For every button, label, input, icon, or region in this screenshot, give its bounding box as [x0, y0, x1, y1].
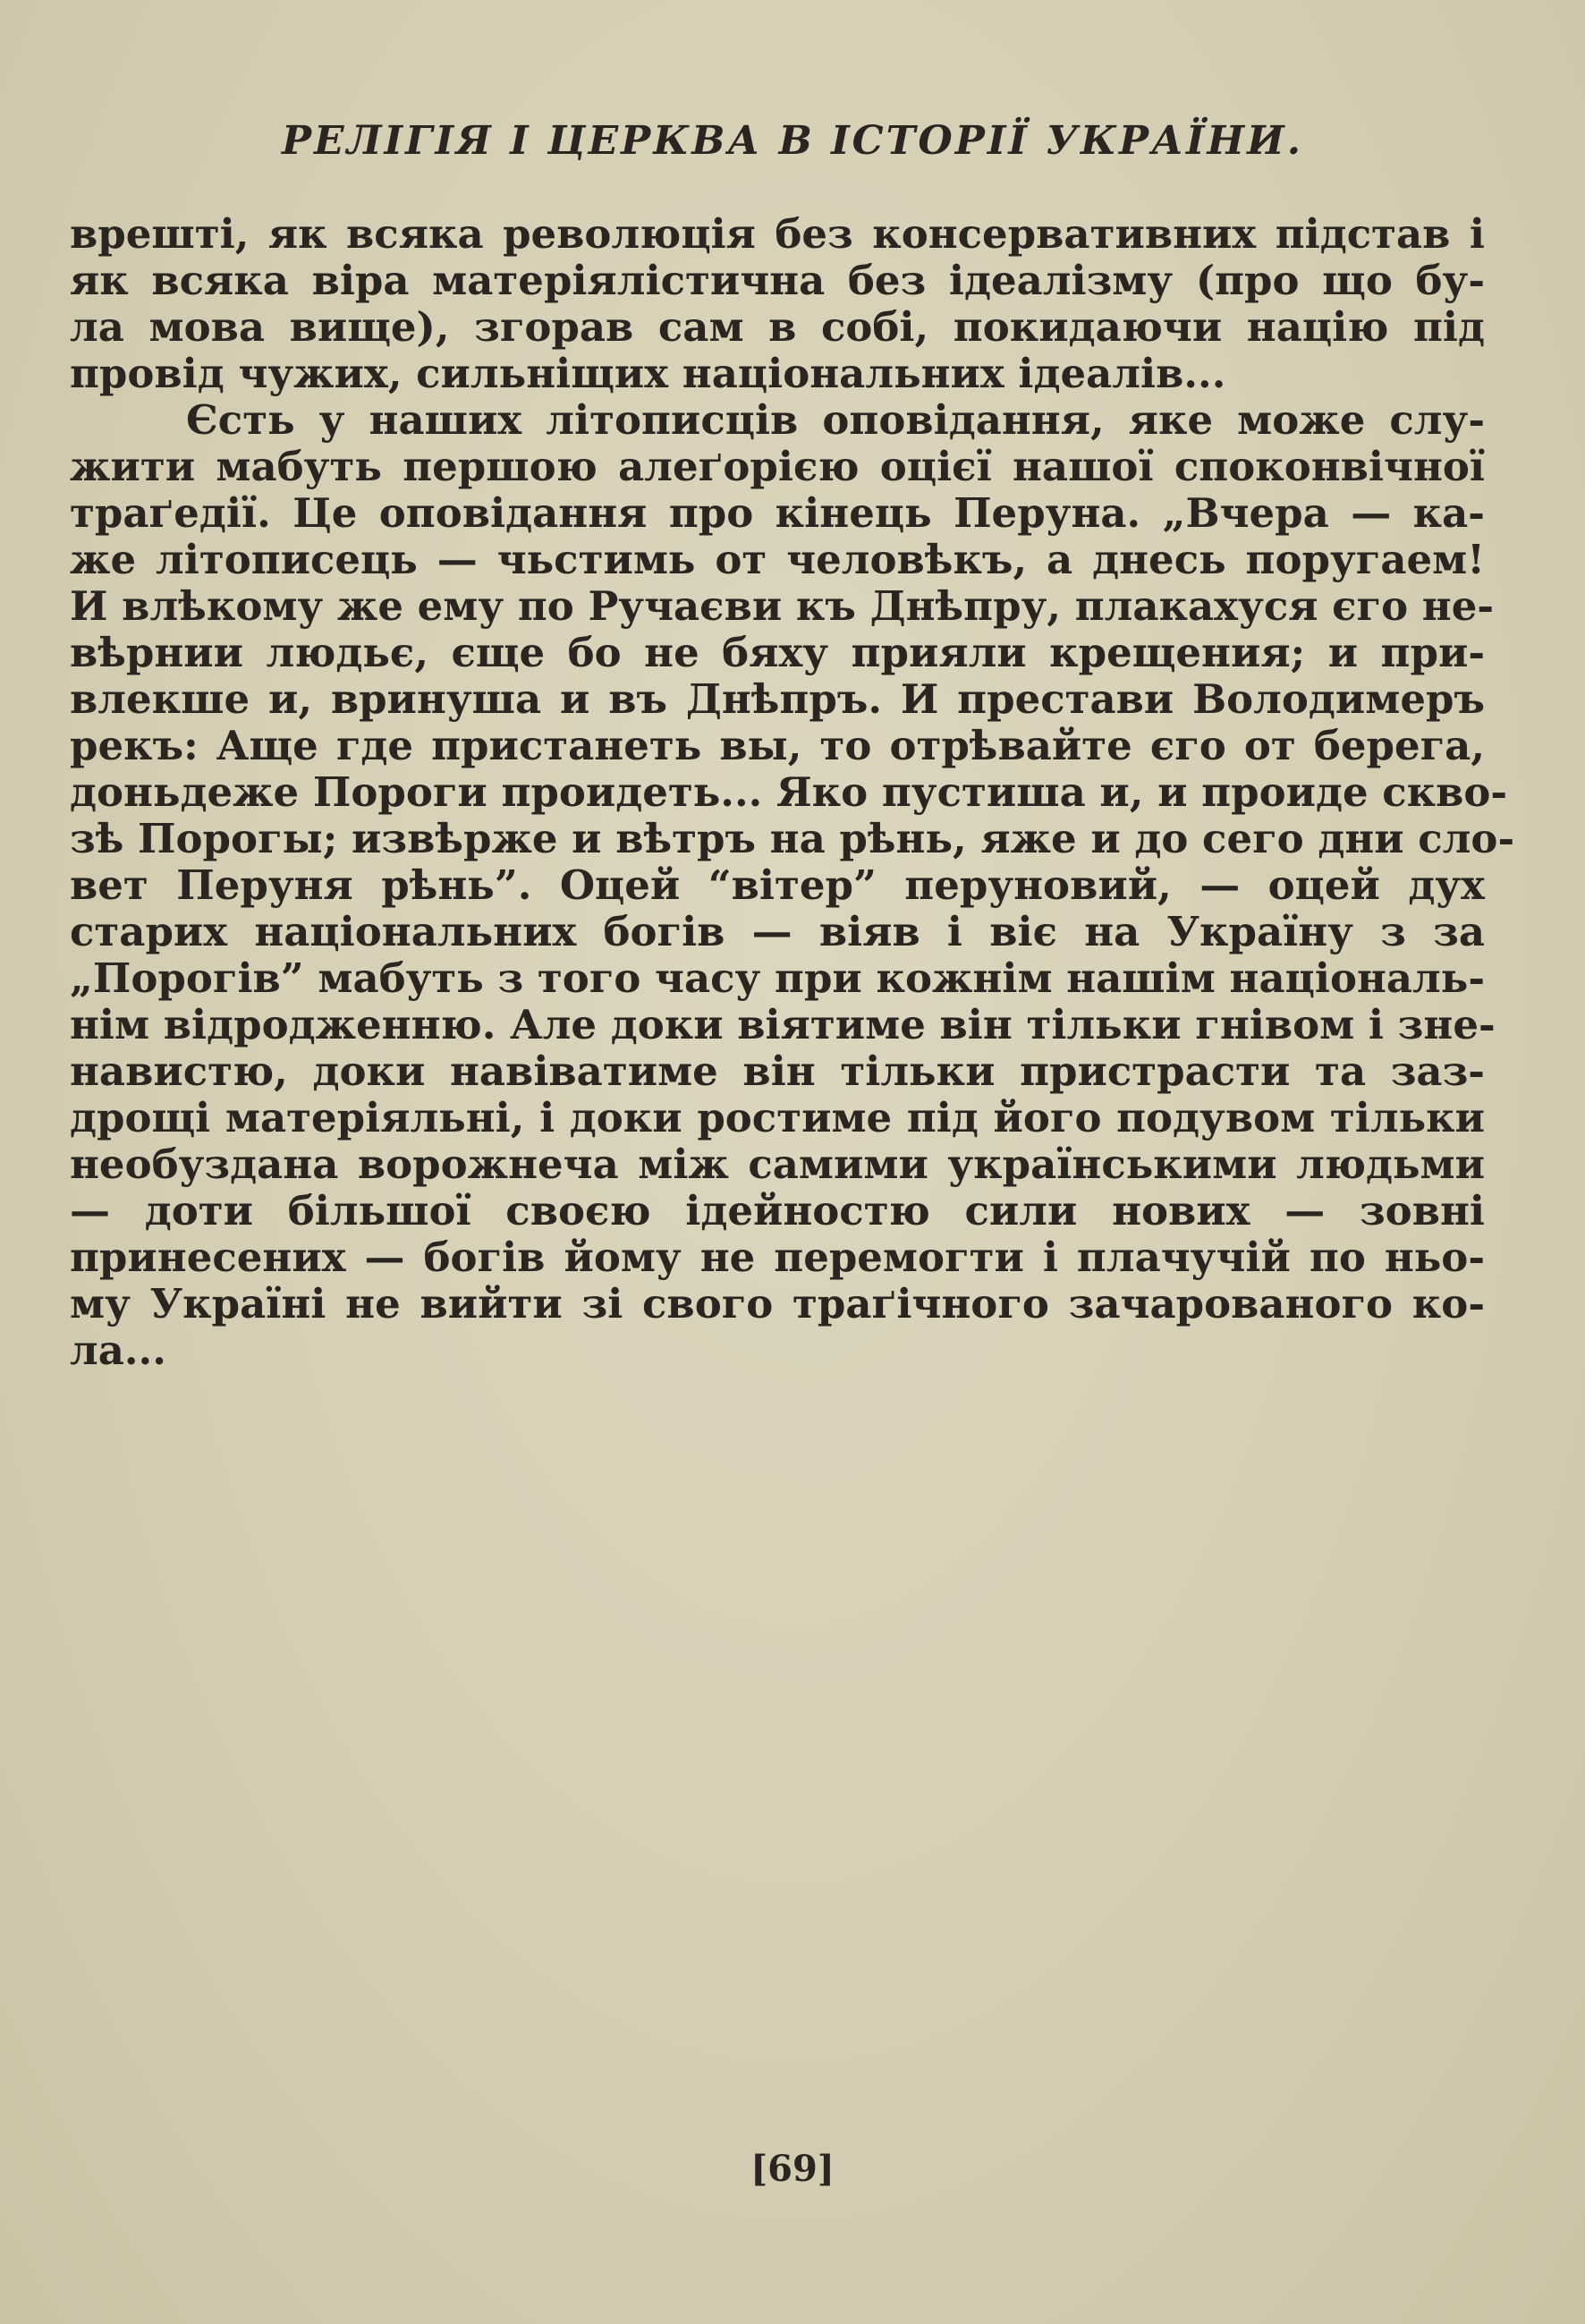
text-line: вѣрнии людьє, єще бо не бяху прияли крещения; и при-: [70, 629, 1485, 676]
text-line: „Порогів” мабуть з того часу при кожнім нашім національ-: [70, 954, 1486, 1002]
text-line: ла мова вище), згорав сам в собі, покидаючи націю під: [70, 303, 1485, 351]
text-line: нім відродженню. Але доки віятиме він тільки гнівом і зне-: [70, 1001, 1496, 1048]
text-line: рекъ: Аще где пристанеть вы, то отрѣвайте єго от берега,: [70, 722, 1485, 769]
text-line: дрощі матеріяльні, і доки ростиме під його подувом тільки: [70, 1094, 1485, 1141]
text-line: ла...: [70, 1327, 166, 1374]
text-line: врешті, як всяка революція без консервативних підстав і: [70, 210, 1485, 258]
body-text: [70, 210, 1515, 1374]
text-line: провід чужих, сильніщих національних ідеалів...: [70, 350, 1226, 397]
text-line: И влѣкому же ему по Ручаєви къ Днѣпру, плакахуся єго не-: [70, 582, 1495, 630]
page-number: [69]: [750, 2148, 835, 2190]
text-line: необуздана ворожнеча між самими українськими людьми: [70, 1141, 1485, 1188]
text-line: — доти більшої своєю ідейностю сили нових — зовні: [70, 1187, 1485, 1234]
text-line: зѣ Порогы; извѣрже и вѣтръ на рѣнь, яже и до сего дни сло-: [70, 815, 1515, 862]
text-line: як всяка віра матеріялістична без ідеалізму (про що бу-: [70, 257, 1485, 304]
text-line: Єсть у наших літописців оповідання, яке може слу-: [186, 396, 1485, 444]
text-line: принесених — богів йому не перемогти і плачучій по ньо-: [70, 1234, 1485, 1281]
text-line: навистю, доки навіватиме він тільки пристрасти та заз-: [70, 1047, 1485, 1095]
text-line: влекше и, вринуша и въ Днѣпръ. И престави Володимеръ: [70, 675, 1485, 723]
text-line: му Україні не вийти зі свого траґічного зачарованого ко-: [70, 1280, 1485, 1327]
text-line: доньдеже Пороги проидеть... Яко пустиша и, и проиде скво-: [70, 768, 1508, 816]
text-line: же літописець — чьстимь от человѣкъ, а днесь поругаем!: [70, 536, 1485, 583]
running-header: РЕЛІГІЯ І ЦЕРКВА В ІСТОРІЇ УКРАЇНИ.: [281, 118, 1304, 164]
text-line: жити мабуть першою алеґорією оцієї нашої споконвічної: [70, 443, 1485, 490]
text-line: старих національних богів — віяв і віє на Україну з за: [70, 908, 1485, 955]
text-line: траґедії. Це оповідання про кінець Перуна. „Вчера — ка-: [70, 489, 1485, 537]
text-line: вет Перуня рѣнь”. Оцей “вітер” перуновий, — оцей дух: [70, 861, 1485, 909]
